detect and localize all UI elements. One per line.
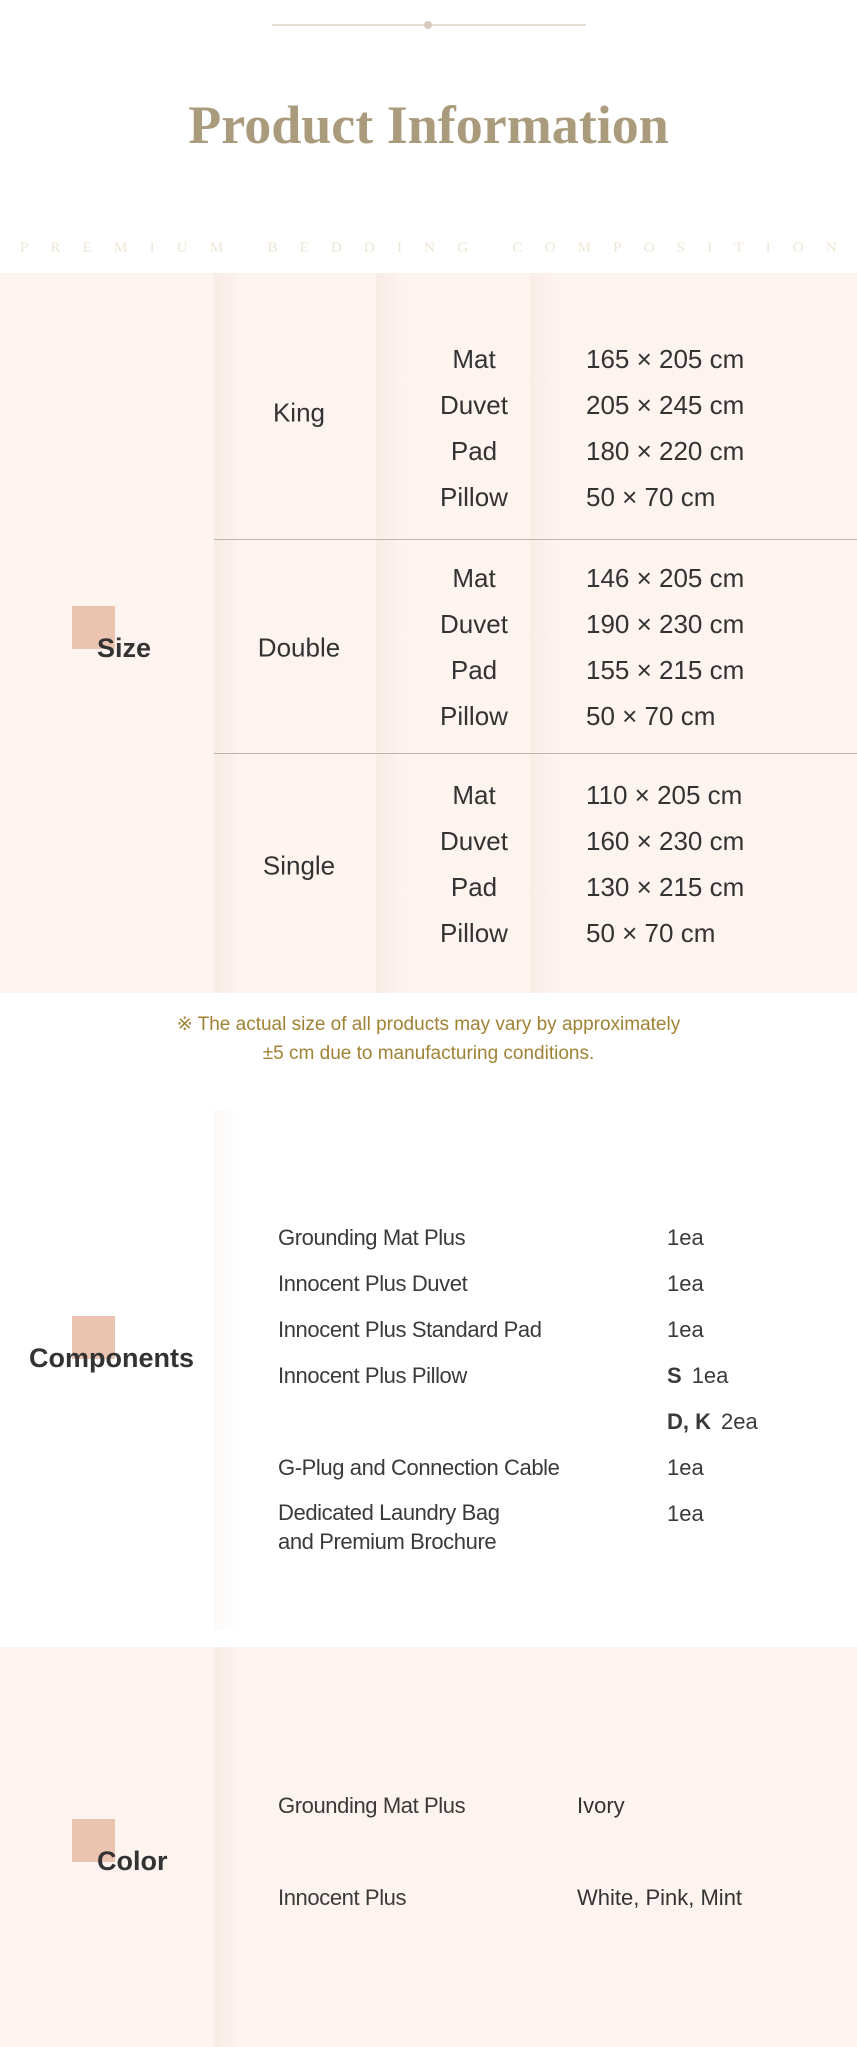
- component-name-line: and Premium Brochure: [278, 1529, 497, 1554]
- size-part: Mat: [452, 344, 496, 374]
- column-shade: [214, 1647, 240, 2047]
- subtitle-letter: G: [457, 240, 469, 256]
- subtitle-letter: P: [613, 240, 622, 256]
- size-part: Pad: [450, 436, 498, 466]
- component-name: [278, 1498, 500, 1556]
- size-name: King: [272, 397, 326, 428]
- component-qty: [667, 1363, 728, 1389]
- size-part: Pillow: [440, 701, 508, 731]
- color-section-label: [97, 1846, 168, 1877]
- color-product-name: Grounding Mat Plus: [278, 1793, 466, 1818]
- size-part: Pillow: [440, 918, 508, 948]
- size-dimensions: [586, 772, 846, 956]
- subtitle-letter: N: [424, 240, 436, 256]
- subtitle-letter: O: [544, 240, 556, 256]
- qty-value: 1ea: [667, 1317, 704, 1342]
- component-qty: [667, 1271, 704, 1297]
- size-dimension: 50 × 70 cm: [586, 482, 716, 512]
- color-value: White, Pink, Mint: [577, 1885, 743, 1910]
- premium-bedding-subtitle: [0, 240, 857, 260]
- size-dimension: 190 × 230 cm: [586, 609, 745, 639]
- component-qty: [667, 1409, 758, 1435]
- size-part: Duvet: [440, 826, 508, 856]
- component-name: Grounding Mat Plus: [278, 1225, 466, 1250]
- component-qty: [667, 1501, 704, 1527]
- subtitle-letter: I: [397, 240, 402, 256]
- size-dimension: 180 × 220 cm: [586, 436, 745, 466]
- size-group-single: [214, 753, 857, 993]
- column-shade: [214, 1110, 240, 1630]
- size-dimension: 110 × 205 cm: [586, 780, 743, 810]
- subtitle-letter: P: [20, 240, 29, 256]
- subtitle-letter: C: [512, 240, 523, 256]
- size-group-double: [214, 539, 857, 753]
- size-disclaimer-note: [0, 1010, 857, 1068]
- components-section-label: [29, 1343, 194, 1374]
- size-part: Pad: [450, 655, 498, 685]
- size-dimension: 130 × 215 cm: [586, 872, 745, 902]
- color-label-text: Color: [97, 1846, 168, 1876]
- components-label-text: Components: [29, 1343, 194, 1373]
- color-value: Ivory: [577, 1793, 625, 1818]
- component-qty: [667, 1317, 704, 1343]
- subtitle-letter: D: [330, 240, 342, 256]
- subtitle-letter: I: [707, 240, 713, 256]
- size-dimension: 160 × 230 cm: [586, 826, 745, 856]
- size-part: Mat: [452, 780, 496, 810]
- size-parts: [374, 336, 574, 520]
- component-name: Innocent Plus Pillow: [278, 1363, 467, 1388]
- size-dimensions: [586, 555, 846, 739]
- subtitle-letter: O: [792, 240, 804, 256]
- subtitle-letter: T: [734, 240, 744, 256]
- size-dimension: 146 × 205 cm: [586, 563, 745, 593]
- component-qty: [667, 1225, 704, 1251]
- ornament-dot-icon: [424, 21, 432, 29]
- subtitle-letter: E: [82, 240, 92, 256]
- subtitle-letter: I: [149, 240, 155, 256]
- qty-value: 2ea: [721, 1409, 758, 1434]
- size-dimension: 155 × 215 cm: [586, 655, 745, 685]
- size-part: Mat: [452, 563, 496, 593]
- qty-value: 1ea: [667, 1271, 704, 1296]
- size-part: Pillow: [440, 482, 508, 512]
- qty-prefix: D, K: [667, 1409, 711, 1434]
- size-name: Double: [257, 632, 341, 663]
- size-dimension: 50 × 70 cm: [586, 701, 716, 731]
- size-label-text: Size: [97, 633, 152, 663]
- subtitle-letter: M: [577, 240, 591, 256]
- component-qty: [667, 1455, 704, 1481]
- size-dimension: 50 × 70 cm: [586, 918, 716, 948]
- subtitle-letter: D: [363, 240, 375, 256]
- color-product-name: Innocent Plus: [278, 1885, 407, 1910]
- qty-value: 1ea: [667, 1225, 704, 1250]
- size-dimension: 205 × 245 cm: [586, 390, 745, 420]
- component-name: G-Plug and Connection Cable: [278, 1455, 560, 1480]
- subtitle-letter: E: [299, 240, 309, 256]
- size-parts: [374, 772, 574, 956]
- subtitle-letter: R: [50, 240, 61, 256]
- subtitle-letter: U: [176, 240, 188, 256]
- size-part: Pad: [450, 872, 498, 902]
- size-section-label: [97, 633, 151, 664]
- size-parts: [374, 555, 574, 739]
- component-name-line: Dedicated Laundry Bag: [278, 1500, 500, 1525]
- subtitle-letter: N: [825, 240, 837, 256]
- subtitle-letter: I: [765, 240, 771, 256]
- color-section: [0, 1647, 857, 2047]
- note-line-2: ±5 cm due to manufacturing conditions.: [262, 1043, 595, 1064]
- size-part: Duvet: [440, 609, 508, 639]
- page-title: Product Information: [188, 95, 669, 155]
- qty-prefix: S: [667, 1363, 682, 1388]
- size-name: Single: [262, 850, 336, 881]
- subtitle-letter: S: [676, 240, 685, 256]
- size-group-king: [214, 273, 857, 539]
- subtitle-letter: O: [643, 240, 655, 256]
- top-ornament-divider: [272, 24, 586, 26]
- component-name: Innocent Plus Duvet: [278, 1271, 468, 1296]
- subtitle-letter: M: [114, 240, 128, 256]
- subtitle-letter: M: [209, 240, 224, 256]
- qty-value: 1ea: [667, 1501, 704, 1526]
- component-name: Innocent Plus Standard Pad: [278, 1317, 542, 1342]
- size-section: [0, 273, 857, 993]
- size-dimension: 165 × 205 cm: [586, 344, 745, 374]
- qty-value: 1ea: [667, 1455, 704, 1480]
- subtitle-letter: B: [267, 240, 278, 256]
- note-line-1: ※ The actual size of all products may vary by approximately: [176, 1014, 681, 1035]
- qty-value: 1ea: [691, 1363, 729, 1388]
- size-part: Duvet: [440, 390, 508, 420]
- size-dimensions: [586, 336, 846, 520]
